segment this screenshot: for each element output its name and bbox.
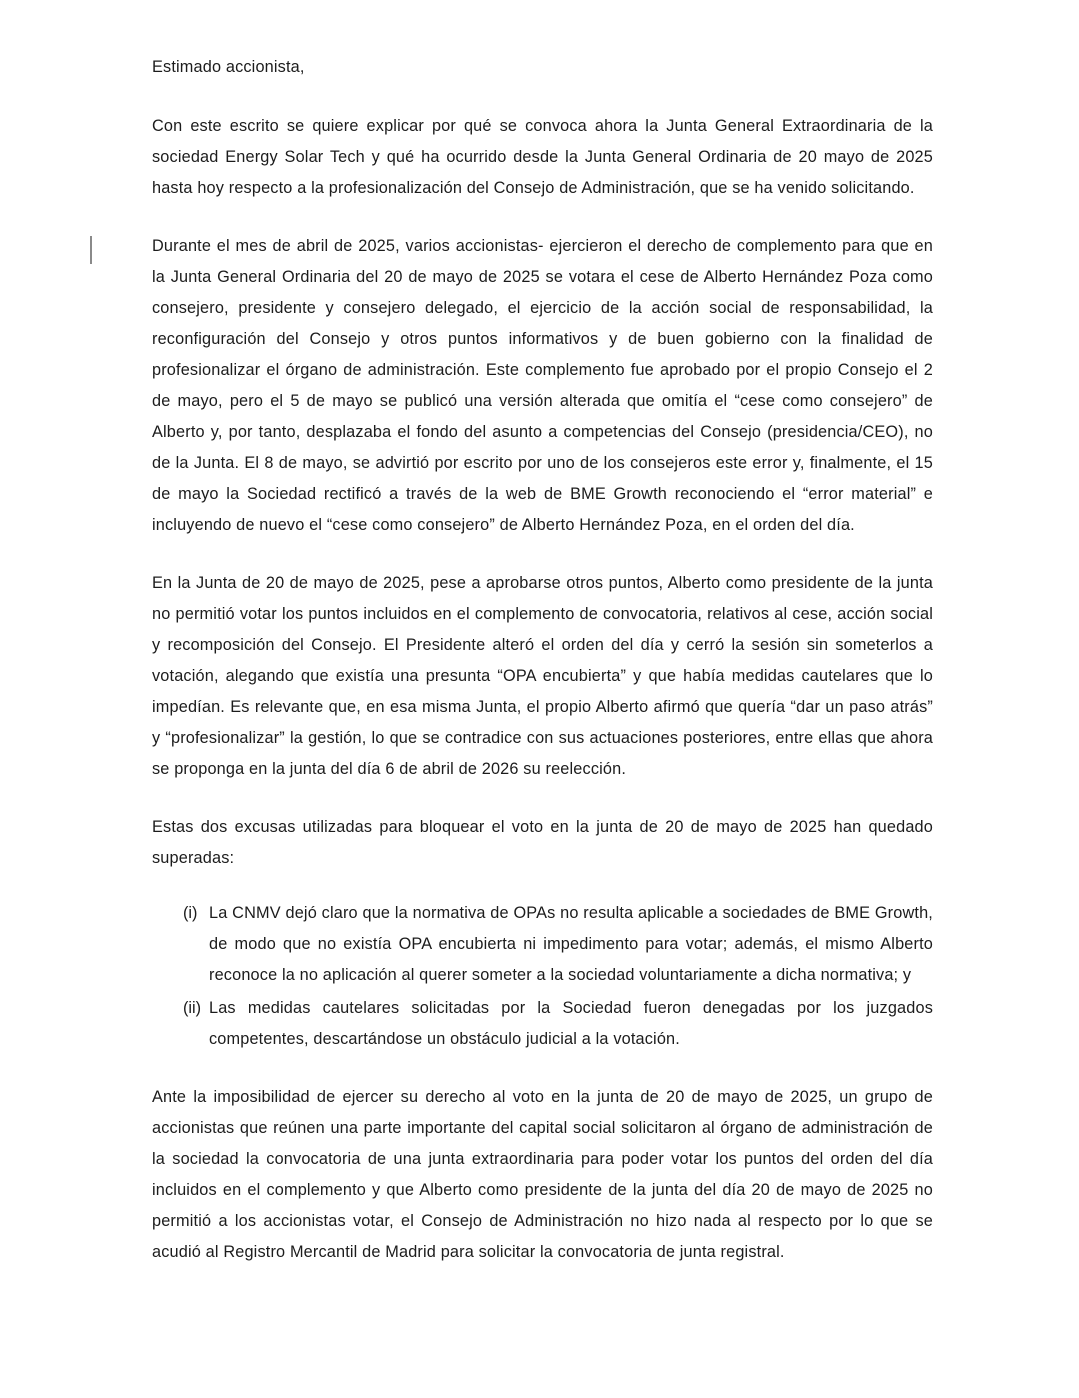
paragraph-2: Durante el mes de abril de 2025, varios accionistas- ejercieron el derecho de complemento para que en la Junta General Ordinaria del 20 de mayo de 2025 se votara el cese de Alberto Hernández Poza como consejero, presidente y consejero delegado, el ejercicio de la acción social de responsabilidad, la reconfiguración del Consejo y otros puntos informativos y de buen gobierno con la finalidad de profesionalizar el órgano de administración. Este complemento fue aprobado por el propio Consejo el 2 de mayo, pero el 5 de mayo se publicó una versión alterada que omitía el “cese como consejero” de Alberto y, por tanto, desplazaba el fondo del asunto a competencias del Consejo (presidencia/CEO), no de la Junta. El 8 de mayo, se advirtió por escrito por uno de los consejeros este error y, finalmente, el 15 de mayo la Sociedad rectificó a través de la web de BME Growth reconociendo el “error material” e incluyendo de nuevo el “cese como consejero” de Alberto Hernández Poza, en el orden del día. bbox=[152, 237, 933, 534]
list-item bbox=[152, 898, 933, 991]
document-body bbox=[152, 52, 933, 1295]
paragraph-5: Ante la imposibilidad de ejercer su derecho al voto en la junta de 20 de mayo de 2025, un grupo de accionistas que reúnen una parte importante del capital social solicitaron al órgano de administración de la sociedad la convocatoria de una junta extraordinaria para poder votar los puntos del orden del día incluidos en el complemento y que Alberto como presidente de la junta del día 20 de mayo de 2025 no permitió a los accionistas votar, el Consejo de Administración no hizo nada al respecto por lo que se acudió al Registro Mercantil de Madrid para solicitar la convocatoria de junta registral. bbox=[152, 1088, 933, 1261]
list-item-text: La CNMV dejó claro que la normativa de OPAs no resulta aplicable a sociedades de BME Growth, de modo que no existía OPA encubierta ni impedimento para votar; además, el mismo Alberto reconoce la no aplicación al querer someter a la sociedad voluntariamente a dicha normativa; y bbox=[209, 904, 933, 984]
list-item-marker: (i) bbox=[183, 904, 198, 922]
salutation-paragraph: Estimado accionista, bbox=[152, 58, 305, 76]
paragraph-4: Estas dos excusas utilizadas para bloquear el voto en la junta de 20 de mayo de 2025 han quedado superadas: bbox=[152, 818, 933, 867]
list-item-marker: (ii) bbox=[183, 999, 202, 1017]
paragraph-3: En la Junta de 20 de mayo de 2025, pese a aprobarse otros puntos, Alberto como presidente de la junta no permitió votar los puntos incluidos en el complemento de convocatoria, relativos al cese, acción social y recomposición del Consejo. El Presidente alteró el orden del día y cerró la sesión sin someterlos a votación, alegando que existía una presunta “OPA encubierta” y que había medidas cautelares que lo impedían. Es relevante que, en esa misma Junta, el propio Alberto afirmó que quería “dar un paso atrás” y “profesionalizar” la gestión, lo que se contradice con sus actuaciones posteriores, entre ellas que ahora se proponga en la junta del día 6 de abril de 2026 su reelección. bbox=[152, 574, 933, 778]
list-item-text: Las medidas cautelares solicitadas por la Sociedad fueron denegadas por los juzgados competentes, descartándose un obstáculo judicial a la votación. bbox=[209, 999, 933, 1048]
list-item bbox=[152, 993, 933, 1055]
change-bar-marker bbox=[90, 236, 92, 264]
numbered-list bbox=[152, 898, 933, 1055]
paragraph-1: Con este escrito se quiere explicar por qué se convoca ahora la Junta General Extraordinaria de la sociedad Energy Solar Tech y qué ha ocurrido desde la Junta General Ordinaria de 20 mayo de 2025 hasta hoy respecto a la profesionalización del Consejo de Administración, que se ha venido solicitando. bbox=[152, 117, 933, 197]
